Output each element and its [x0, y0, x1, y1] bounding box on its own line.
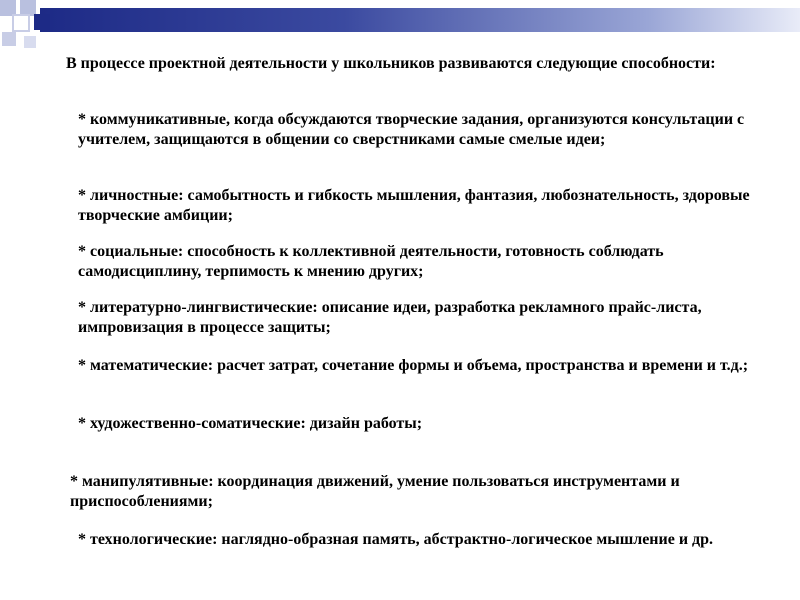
list-item-social: * социальные: способность к коллективной деятельности, готовность соблюдать самодисциплину, терпимость к мнению других;: [78, 243, 664, 280]
list-item-technological: * технологические: наглядно-образная память, абстрактно-логическое мышление и др.: [78, 531, 714, 548]
list-item-artistic: * художественно-соматические: дизайн работы;: [78, 415, 423, 432]
decor-square-outline-icon: [12, 14, 30, 32]
header-gradient-bar: [40, 8, 800, 32]
decor-square-icon: [2, 32, 16, 46]
list-item-literary: * литературно-лингвистические: описание идеи, разработка рекламного прайс-листа, импровизация в процессе защиты;: [78, 299, 702, 336]
list-item-manipulative: * манипулятивные: координация движений, умение пользоваться инструментами и приспособлениями;: [70, 473, 680, 510]
decor-square-icon: [24, 36, 36, 48]
list-item-personal: * личностные: самобытность и гибкость мышления, фантазия, любознательность, здоровые творческие амбиции;: [78, 187, 750, 224]
decor-square-dark-icon: [34, 14, 50, 30]
list-item-mathematical: * математические: расчет затрат, сочетание формы и объема, пространства и времени и т.д.;: [78, 357, 749, 374]
list-item-communicative: * коммуникативные, когда обсуждаются творческие задания, организуются консультации с учителем, защищаются в общении со сверстниками самые смелые идеи;: [78, 111, 745, 148]
intro-text: В процессе проектной деятельности у школьников развиваются следующие способности:: [66, 55, 716, 72]
